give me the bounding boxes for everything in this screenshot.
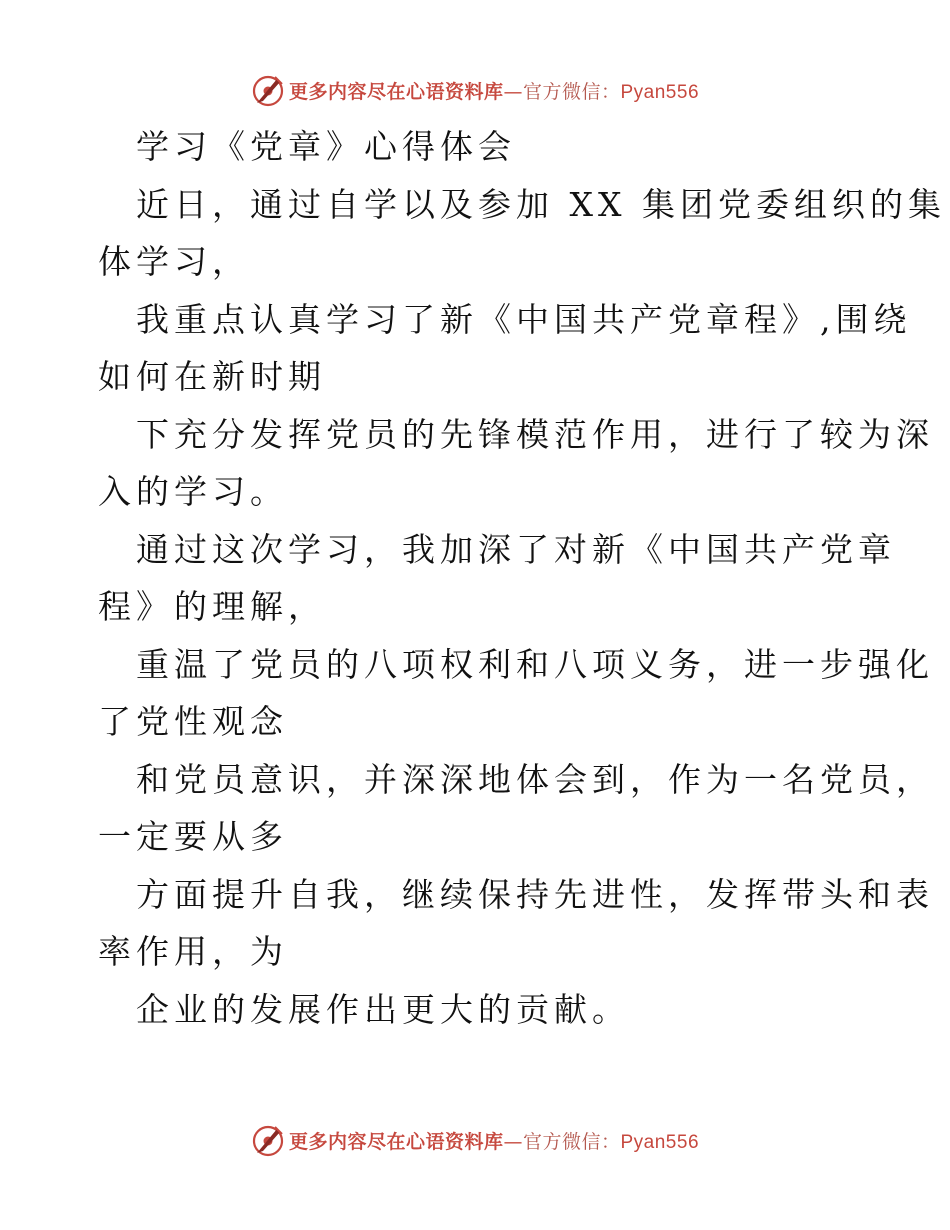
- header-banner-text: [289, 77, 699, 104]
- paragraph-line: 方面提升自我，继续保持先进性，发挥带头和表: [136, 874, 934, 914]
- footer-banner: [0, 1120, 950, 1160]
- header-banner: [0, 70, 950, 110]
- paragraph-line: 入的学习。: [98, 472, 288, 511]
- footer-banner-account: Pyan556: [620, 1131, 700, 1153]
- paragraph-line: 企业的发展作出更大的贡献。: [136, 989, 630, 1029]
- paragraph-line: 率作用，为: [98, 932, 288, 971]
- paragraph-line: 如何在新时期: [98, 357, 326, 396]
- footer-banner-sub: 官方微信：: [522, 1130, 621, 1153]
- paragraph-line: 体学习，: [98, 242, 250, 281]
- quill-pen-logo-icon: [251, 73, 285, 107]
- paragraph-line: 一定要从多: [98, 817, 288, 856]
- document-title: 学习《党章》心得体会: [136, 127, 516, 166]
- paragraph-line: 我重点认真学习了新《中国共产党章程》,围绕: [136, 299, 912, 339]
- header-banner-main: 更多内容尽在心语资料库: [288, 80, 504, 103]
- paragraph-line: 重温了党员的八项权利和八项义务，进一步强化: [136, 644, 934, 684]
- paragraph-line: 下充分发挥党员的先锋模范作用，进行了较为深: [136, 414, 934, 454]
- header-banner-account: Pyan556: [620, 81, 700, 103]
- paragraph-line: 近日，通过自学以及参加 XX 集团党委组织的集: [136, 184, 946, 224]
- paragraph-line: 了党性观念: [98, 702, 288, 741]
- header-banner-sub: 官方微信：: [522, 80, 621, 103]
- paragraph-line: 和党员意识，并深深地体会到，作为一名党员，: [136, 759, 934, 799]
- header-banner-dash: —: [503, 80, 523, 103]
- footer-banner-dash: —: [503, 1130, 523, 1153]
- quill-pen-logo-icon: [251, 1123, 285, 1157]
- paragraph-line: 通过这次学习，我加深了对新《中国共产党章: [136, 529, 896, 569]
- footer-banner-text: [289, 1127, 699, 1154]
- footer-banner-main: 更多内容尽在心语资料库: [288, 1130, 504, 1153]
- paragraph-line: 程》的理解，: [98, 587, 326, 626]
- document-body: [98, 118, 946, 1038]
